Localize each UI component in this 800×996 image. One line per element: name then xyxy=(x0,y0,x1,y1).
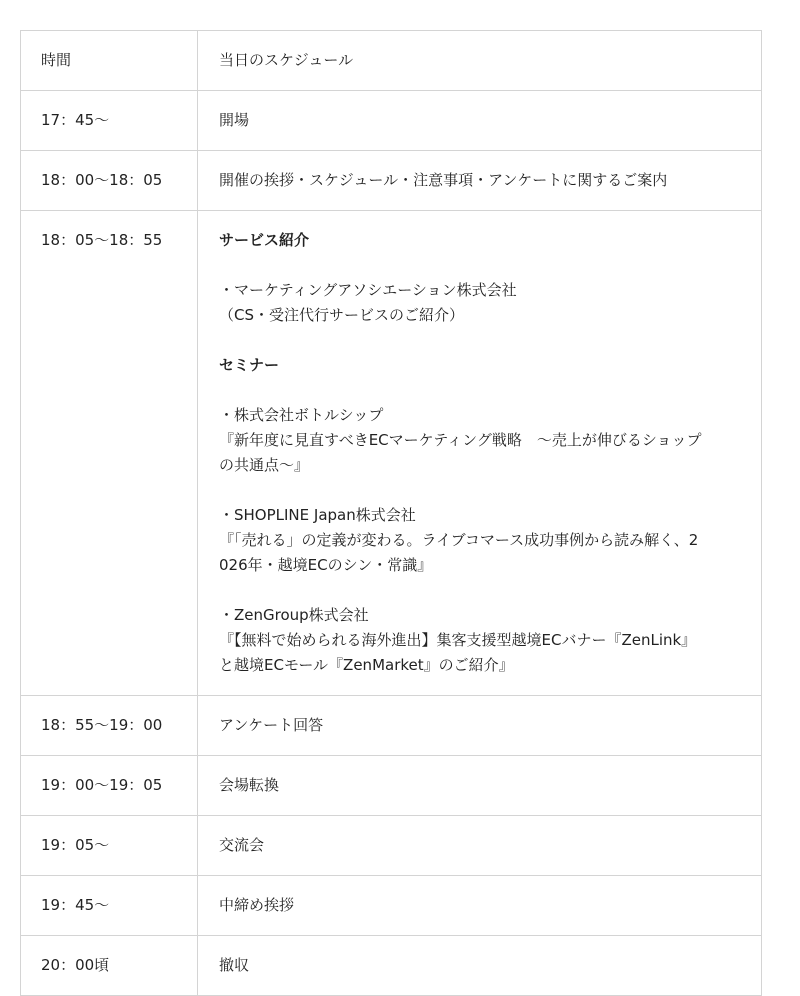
description-cell: 交流会 xyxy=(198,816,762,876)
spacer xyxy=(219,328,741,353)
seminar3-title-line1: 『【無料で始められる海外進出】集客支援型越境ECバナー『ZenLink』 xyxy=(219,631,697,649)
service-company: ・マーケティングアソシエーション株式会社 xyxy=(219,281,517,299)
seminar3-company: ・ZenGroup株式会社 xyxy=(219,606,369,624)
service-heading: サービス紹介 xyxy=(219,231,310,249)
seminar1-title-line1: 『新年度に見直すべきECマーケティング戦略 〜売上が伸びるショップ xyxy=(219,431,702,449)
table-header-row xyxy=(21,31,762,91)
seminar3-title-line2: と越境ECモール『ZenMarket』のご紹介』 xyxy=(219,656,514,674)
description-cell: 中締め挨拶 xyxy=(198,876,762,936)
time-cell: 18：05〜18：55 xyxy=(21,211,198,696)
description-cell: 撤収 xyxy=(198,936,762,996)
seminar2-title-line2: 026年・越境ECのシン・常識』 xyxy=(219,556,433,574)
time-cell: 20：00頃 xyxy=(21,936,198,996)
table-row xyxy=(21,816,762,876)
description-cell: 会場転換 xyxy=(198,756,762,816)
spacer xyxy=(219,253,741,278)
schedule-header: 当日のスケジュール xyxy=(198,31,762,91)
table-row xyxy=(21,876,762,936)
schedule-table xyxy=(20,30,762,996)
time-cell: 18：00〜18：05 xyxy=(21,151,198,211)
time-cell: 19：05〜 xyxy=(21,816,198,876)
spacer xyxy=(219,578,741,603)
time-header: 時間 xyxy=(21,31,198,91)
seminar1-title-line2: の共通点〜』 xyxy=(219,456,310,474)
spacer xyxy=(219,378,741,403)
seminar-heading: セミナー xyxy=(219,356,280,374)
table-row xyxy=(21,91,762,151)
time-cell: 19：00〜19：05 xyxy=(21,756,198,816)
description-cell: 開場 xyxy=(198,91,762,151)
description-cell: 開催の挨拶・スケジュール・注意事項・アンケートに関するご案内 xyxy=(198,151,762,211)
table-row xyxy=(21,936,762,996)
time-cell: 19：45〜 xyxy=(21,876,198,936)
description-cell: アンケート回答 xyxy=(198,696,762,756)
time-cell: 18：55〜19：00 xyxy=(21,696,198,756)
service-detail: （CS・受注代行サービスのご紹介） xyxy=(219,306,464,324)
description-cell xyxy=(198,211,762,696)
spacer xyxy=(219,478,741,503)
table-row xyxy=(21,151,762,211)
table-row xyxy=(21,211,762,696)
table-row xyxy=(21,696,762,756)
time-cell: 17：45〜 xyxy=(21,91,198,151)
table-row xyxy=(21,756,762,816)
seminar1-company: ・株式会社ボトルシップ xyxy=(219,406,384,424)
seminar2-company: ・SHOPLINE Japan株式会社 xyxy=(219,506,416,524)
seminar2-title-line1: 『「売れる」の定義が変わる。ライブコマース成功事例から読み解く、2 xyxy=(219,531,699,549)
